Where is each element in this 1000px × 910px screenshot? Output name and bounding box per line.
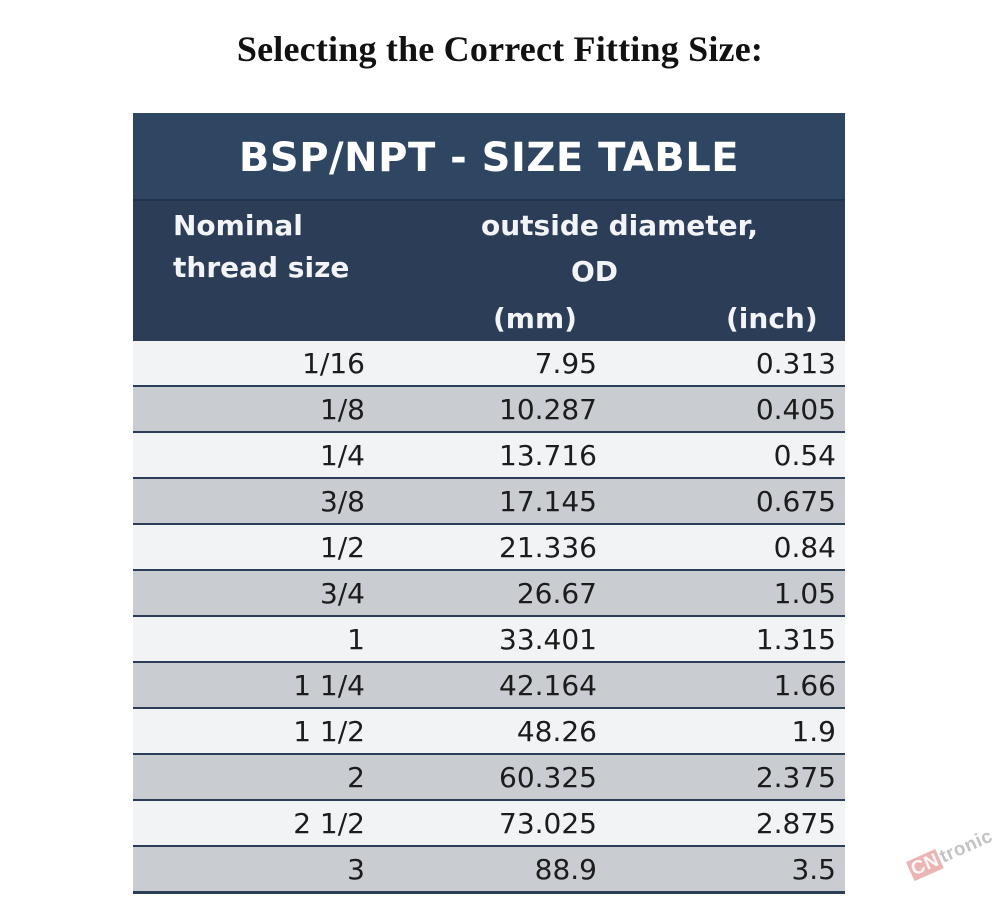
size-table <box>133 113 845 894</box>
table-row <box>133 707 845 753</box>
page-heading: Selecting the Correct Fitting Size: <box>236 29 764 69</box>
cell-od-mm: 42.164 <box>499 669 597 702</box>
header-od-line1: outside diameter, <box>481 209 759 242</box>
cell-od-mm: 48.26 <box>516 715 597 748</box>
cell-od-mm: 17.145 <box>499 485 597 518</box>
cell-od-inch: 1.05 <box>773 577 836 610</box>
table-row <box>133 431 845 477</box>
header-unit-inch: (inch) <box>726 302 818 335</box>
cell-od-inch: 0.84 <box>773 531 836 564</box>
header-unit-mm: (mm) <box>493 302 577 335</box>
cell-od-inch: 2.875 <box>755 807 836 840</box>
table-row <box>133 339 845 385</box>
cell-thread-size: 1/8 <box>319 393 365 426</box>
cell-thread-size: 1 <box>347 623 365 656</box>
cell-od-mm: 26.67 <box>516 577 597 610</box>
table-row <box>133 569 845 615</box>
table-title-band <box>133 113 845 201</box>
table-row <box>133 385 845 431</box>
cell-od-mm: 10.287 <box>499 393 597 426</box>
cell-od-mm: 33.401 <box>499 623 597 656</box>
cell-od-mm: 21.336 <box>499 531 597 564</box>
cell-thread-size: 1 1/2 <box>293 715 365 748</box>
table-row <box>133 615 845 661</box>
cell-od-mm: 73.025 <box>499 807 597 840</box>
cell-thread-size: 1/4 <box>319 439 365 472</box>
table-body <box>133 339 845 891</box>
cell-od-inch: 2.375 <box>755 761 836 794</box>
brand-watermark <box>906 826 996 882</box>
table-row <box>133 753 845 799</box>
cell-od-mm: 60.325 <box>499 761 597 794</box>
header-nominal-line1: Nominal <box>173 209 303 242</box>
table-row <box>133 799 845 845</box>
table-title: BSP/NPT - SIZE TABLE <box>238 135 740 181</box>
cell-od-mm: 7.95 <box>534 347 597 380</box>
cell-thread-size: 2 <box>347 761 365 794</box>
table-row <box>133 661 845 707</box>
cell-thread-size: 3/8 <box>319 485 365 518</box>
cell-thread-size: 3 <box>347 853 365 886</box>
cell-od-inch: 0.675 <box>755 485 836 518</box>
cell-od-inch: 0.405 <box>755 393 836 426</box>
cell-od-inch: 1.66 <box>773 669 836 702</box>
cell-od-inch: 0.313 <box>755 347 836 380</box>
cell-od-mm: 13.716 <box>499 439 597 472</box>
cell-thread-size: 2 1/2 <box>293 807 365 840</box>
cell-thread-size: 1 1/4 <box>293 669 365 702</box>
cell-thread-size: 1/16 <box>302 347 365 380</box>
cell-thread-size: 3/4 <box>319 577 365 610</box>
cell-od-mm: 88.9 <box>534 853 597 886</box>
cell-od-inch: 1.315 <box>755 623 836 656</box>
table-row <box>133 477 845 523</box>
header-od-line2: OD <box>571 255 619 288</box>
table-row <box>133 523 845 569</box>
header-nominal-line2: thread size <box>173 251 350 284</box>
cell-od-inch: 1.9 <box>791 715 836 748</box>
cell-od-inch: 0.54 <box>773 439 836 472</box>
table-row <box>133 845 845 891</box>
cell-thread-size: 1/2 <box>319 531 365 564</box>
cell-od-inch: 3.5 <box>791 853 836 886</box>
watermark-prefix: CN <box>907 849 943 881</box>
watermark-suffix: tronic <box>936 825 997 868</box>
